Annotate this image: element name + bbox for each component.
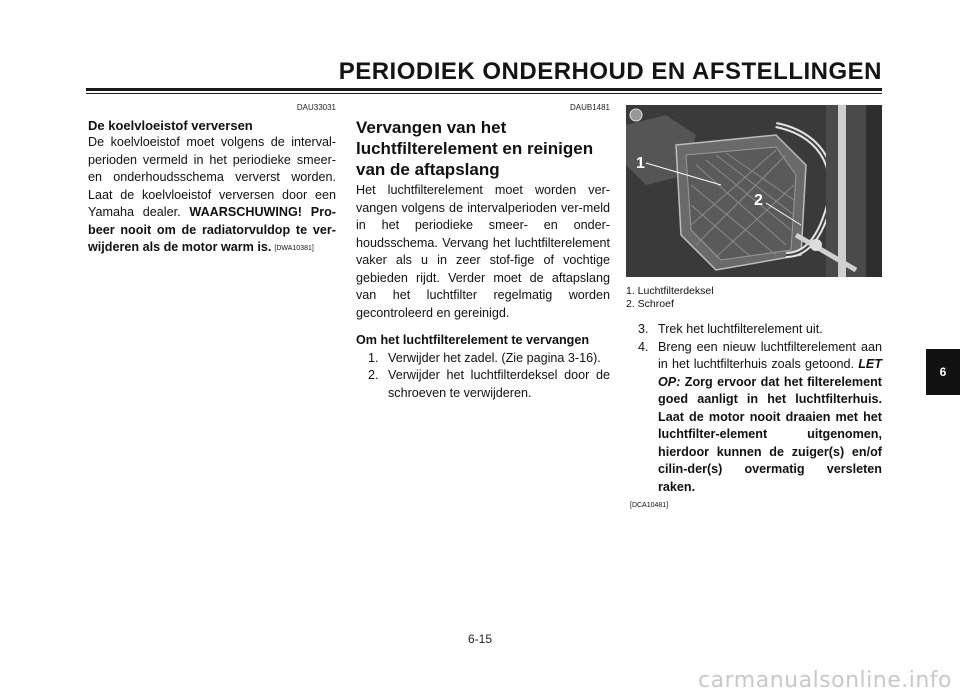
figure-captions — [626, 285, 882, 311]
page-number: 6-15 — [467, 632, 493, 646]
replace-steps-continued — [626, 321, 882, 496]
step-item — [356, 367, 610, 402]
air-filter-heading: Vervangen van het luchtfilterelement en reinigen van de aftapslang — [356, 118, 594, 179]
caution-text: Zorg ervoor dat het filterelement goed aanligt in het luchtfilterhuis. Laat de motor nooit draaien met het luchtfilter-element uitgenomen, hierdoor kunnen de zuiger(s) en/of cilin-der(s) overmatig versleten raken. — [658, 374, 883, 494]
replace-steps — [356, 350, 610, 403]
step-text: Trek het luchtfilterelement uit. — [658, 322, 823, 336]
coolant-heading: De koelvloeistof verversen — [88, 118, 253, 133]
section-code: DAUB1481 — [569, 103, 610, 112]
page-header-title: PERIODIEK ONDERHOUD EN AFSTELLINGEN — [338, 58, 882, 85]
warning-code: [DWA10381] — [274, 245, 314, 252]
chapter-tab: 6 — [926, 349, 960, 395]
coolant-section — [88, 103, 336, 258]
step-item — [626, 339, 882, 497]
watermark: carmanualsonline.info — [698, 668, 952, 693]
step-number: 1. — [368, 350, 379, 365]
coolant-body — [88, 134, 336, 258]
air-filter-body: Het luchtfilterelement moet worden ver-vangen volgens de intervalperioden ver-meld in het periodieke smeer- en onder-houdsschema. Vervang het luchtfilterelement vaker als u in zeer stof-fige of vochtige gebieden rijdt. Verder moet de aftapslang van het luchtfilter regelmatig worden gecontroleerd en gereinigd. — [356, 183, 610, 320]
caution-code: [DCA10481] — [630, 502, 669, 509]
step-text: Verwijder het luchtfilterdeksel door de schroeven te verwijderen. — [388, 368, 610, 400]
callout-label-1: 1 — [636, 155, 645, 172]
replace-subheading: Om het luchtfilterelement te vervangen — [356, 333, 590, 347]
coolant-warning: WAARSCHUWING! Pro-beer nooit om de radiatorvuldop te ver-wijderen als de motor warm is. — [88, 205, 336, 254]
header-rule — [86, 88, 882, 91]
coolant-body-text: De koelvloeistof moet volgens de interval-perioden vermeld in het periodieke smeer- en onderhoudsschema ververst worden. Laat de koelvloeistof verversen door een Yamaha dealer. — [88, 135, 336, 219]
step-text: Breng een nieuw luchtfilterelement aan in het luchtfilterhuis zoals getoond. — [658, 339, 882, 371]
callout-label-2: 2 — [754, 192, 763, 209]
header-rule-thin — [86, 93, 882, 94]
engine-illustration — [626, 105, 882, 277]
step-item — [356, 350, 610, 368]
section-code: DAU33031 — [296, 103, 336, 112]
air-filter-section — [356, 103, 610, 402]
caption-item: 1. Luchtfilterdeksel — [626, 285, 714, 297]
step-number: 3. — [638, 322, 649, 336]
air-filter-figure-column — [626, 103, 882, 509]
caption-item: 2. Schroef — [626, 298, 674, 310]
step-number: 2. — [368, 368, 379, 382]
step-item — [626, 321, 882, 339]
air-filter-photo — [626, 105, 882, 277]
step-text: Verwijder het zadel. (Zie pagina 3-16). — [388, 350, 601, 365]
step-number: 4. — [638, 339, 649, 354]
caution-label: LET OP: — [658, 357, 882, 389]
